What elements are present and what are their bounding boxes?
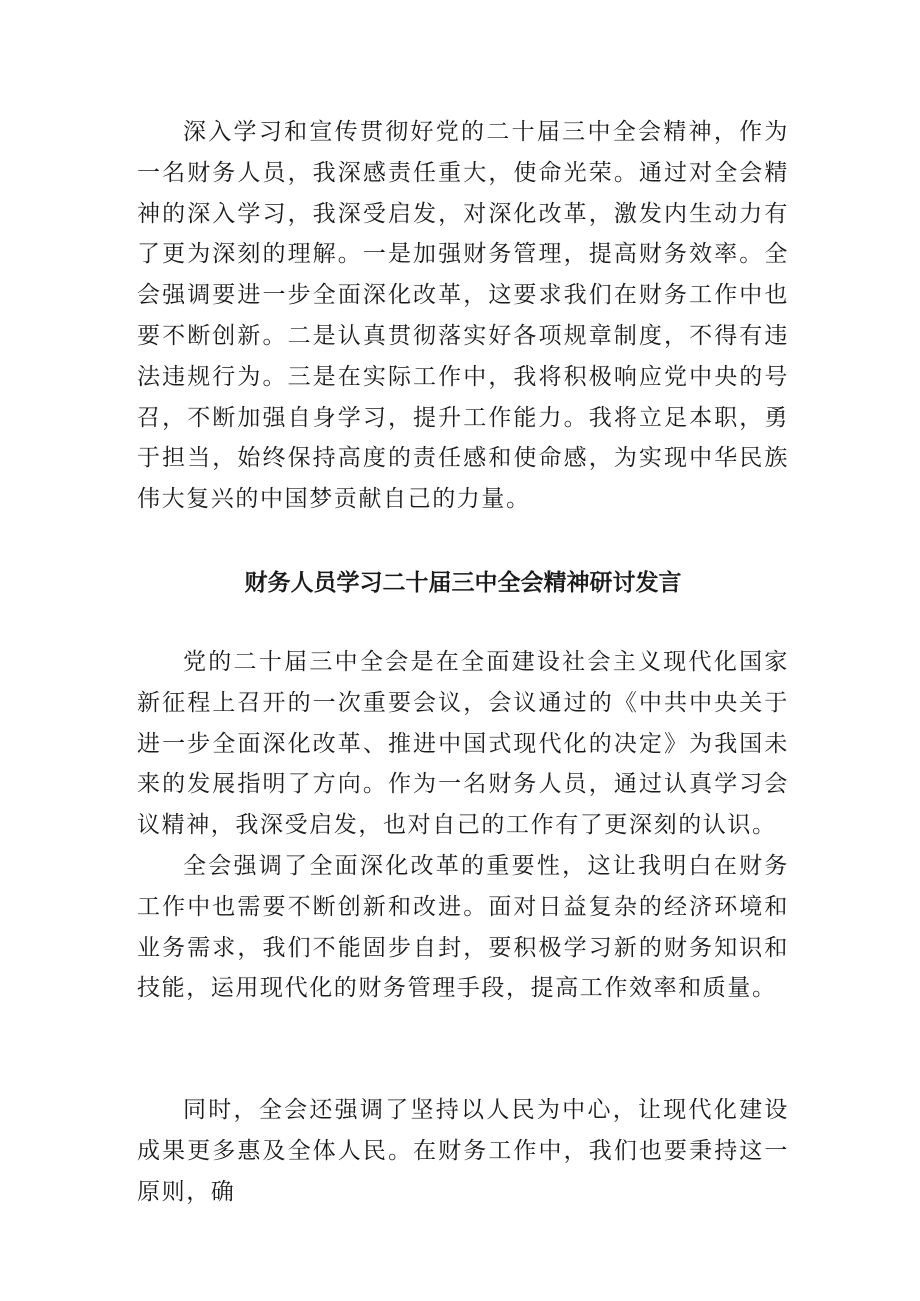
paragraph-background: 党的二十届三中全会是在全面建设社会主义现代化国家新征程上召开的一次重要会议，会议通过的《中共中央关于进一步全面深化改革、推进中国式现代化的决定》为我国未来的发展指明了方向。作为一名财务人员，通过认真学习会议精神，我深受启发，也对自己的工作有了更深刻的认识。 — [137, 649, 789, 839]
section-title: 财务人员学习二十届三中全会精神研讨发言 — [244, 570, 682, 596]
paragraph-intro: 深入学习和宣传贯彻好党的二十届三中全会精神，作为一名财务人员，我深感责任重大，使命光荣。通过对全会精神的深入学习，我深受启发，对深化改革，激发内生动力有了更为深刻的理解。一是加强财务管理，提高财务效率。全会强调要进一步全面深化改革，这要求我们在财务工作中也要不断创新。二是认真贯彻落实好各项规章制度，不得有违法违规行为。三是在实际工作中，我将积极响应党中央的号召，不断加强自身学习，提升工作能力。我将立足本职，勇于担当，始终保持高度的责任感和使命感，为实现中华民族伟大复兴的中国梦贡献自己的力量。 — [137, 119, 789, 513]
paragraph-reform: 全会强调了全面深化改革的重要性，这让我明白在财务工作中也需要不断创新和改进。面对日益复杂的经济环境和业务需求，我们不能固步自封，要积极学习新的财务知识和技能，运用现代化的财务管理手段，提高工作效率和质量。 — [137, 853, 789, 1002]
paragraph-people-centered: 同时，全会还强调了坚持以人民为中心，让现代化建设成果更多惠及全体人民。在财务工作中，我们也要秉持这一原则，确 — [137, 1097, 789, 1205]
